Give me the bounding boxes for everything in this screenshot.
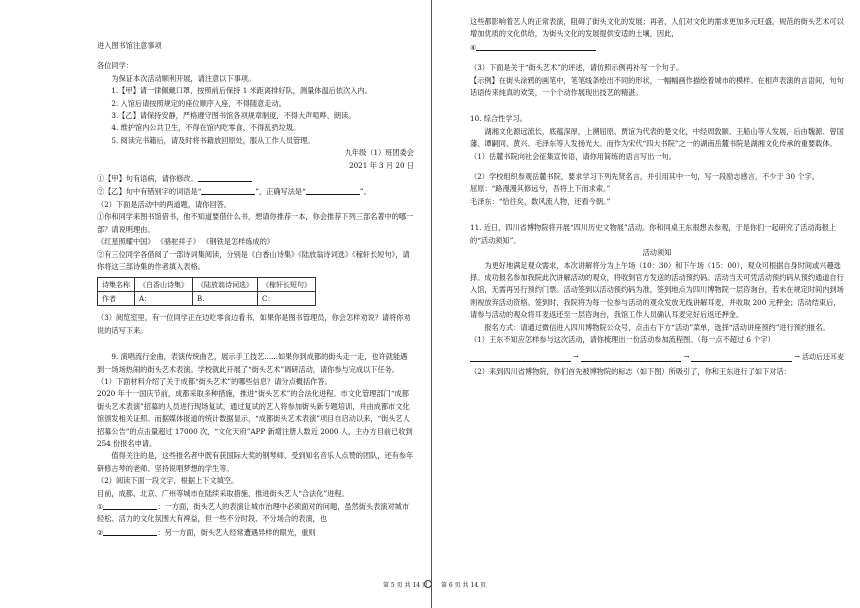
- question-11-2: （2）来到四川省博物院，你们首先被博物院的标志（如下图）所吸引了，你和王东进行了如下对话：: [470, 367, 791, 377]
- answer-blank[interactable]: [103, 500, 157, 510]
- flow-step-blank[interactable]: [691, 353, 792, 362]
- arrow-icon: →: [572, 353, 579, 362]
- flow-step-blank[interactable]: [581, 353, 682, 362]
- activity-notice: 为更好地满足观众需求，本次讲解将分为上午场（10：30）和下午场（15：00），观众可根据自身时间或兴趣选择。成功报名参加我院此次讲解活动的观众，将收到官方发送的活动预约码。活动当天可凭活动预约码从预约通道自行入馆，无需再另行预约门票。活动签到以活动预约码为准，签到地点为四川博物院一层咨询台，若未在规定时间内到场则视放弃活动资格。签到时，我院将为每一位参与活动的观众发放无线讲解耳麦，并收取 200 元押金；活动结束后，请参与活动的观众将耳麦返还至一层咨询台，我馆工作人员确认耳麦完好后返还押金。: [470, 260, 844, 320]
- answer-blank[interactable]: [198, 172, 252, 182]
- table-cell: 《陆放翁诗词选》: [193, 278, 258, 292]
- question-2b: ②有三位同学各借阅了一部诗词集阅读，分别是《白香山诗集》《陆放翁诗词选》《稼轩长短句》，请你将这三部诗集的作者填入表格。: [97, 249, 410, 271]
- table-cell: 《稼轩长短句》: [258, 278, 316, 292]
- question-10-2: （2）学校组织参观岳麓书院，要求学习下列先贤名言，并引用其中一句，写一段励志感言，不少于 30 个字。: [470, 172, 819, 182]
- blank-label-2: ②: [97, 527, 104, 537]
- rule-3: 3.【乙】请保持安静，严格遵守图书馆各项规章制度，不得大声喧哗、朗读。: [111, 111, 356, 121]
- signer: 九年级（1）班团委会: [344, 148, 414, 158]
- rule-1: 1.【甲】请一律佩戴口罩，按照前后保持 1 米距离排好队，测量体温后依次入内。: [111, 86, 372, 96]
- question-1a: [97, 172, 414, 185]
- flow-step-blank[interactable]: [470, 353, 571, 362]
- question-11-intro: 11. 近日，四川省博物院将开展“四川历史文物展”活动。你和同桌王东很想去参观，于是你们一起研究了活动海报上的“活动须知”。: [470, 223, 837, 245]
- quote-1: 屈原：“路漫漫其修远兮，吾将上下而求索。”: [470, 184, 611, 194]
- signup-method: 报名方式：请通过微信进入四川博物院公众号，点击右下方“活动”菜单，选择“活动讲座预约”进行预约报名。: [484, 322, 830, 332]
- question-9-2-text-3b: ：另一方面，街头艺人经常遭遇异样的眼光，重则: [157, 527, 316, 537]
- question-10-title: 10. 综合性学习。: [470, 114, 527, 124]
- book-list: 《红星照耀中国》 《骆驼祥子》 《钢铁是怎样炼成的》: [97, 237, 275, 247]
- rule-5: 5. 阅读完书籍后，请及时将书籍放回原处，服从工作人员管理。: [111, 135, 315, 145]
- date: 2021 年 3 月 20 日: [349, 160, 414, 170]
- right-page: [430, 0, 860, 608]
- question-9-1: （1）下面材料介绍了关于成都“街头艺术”的哪些信息？请分点概括作答。: [97, 376, 332, 386]
- answer-blank[interactable]: [306, 185, 360, 195]
- question-9-3-example: 【示例】在街头涂鸦的画笔中，笔笔线条绘出不同的形状，一幅幅画作描绘着城市的模样。在相声表演的言语间，句句话语传来纯真的欢笑，一个个动作展现出技艺的精湛。: [470, 75, 844, 98]
- left-page-number: 第 5 页 共 14 页: [383, 582, 428, 589]
- right-page-number: 第 6 页 共 14 页: [441, 582, 486, 589]
- table-cell[interactable]: C：: [258, 292, 316, 306]
- question-10-text: 湖湘文化源远流长，底蕴深厚，上溯屈原、贾谊为代表的楚文化，中经周敦颐、王船山等人发展，后由魏源、曾国藩、谭嗣同、黄兴、毛泽东等人发扬光大。而作为宋代“四大书院”之一的湖南岳麓书院是湖湘文化传承的重要载体。: [470, 126, 844, 149]
- table-row: [98, 292, 316, 306]
- arrow-icon: →: [794, 353, 801, 362]
- question-1b: [97, 185, 414, 198]
- greeting: 各位同学：: [97, 61, 133, 71]
- table-cell: 诗集名称: [98, 278, 135, 292]
- question-9-2: （2）阅读下面一段文字，根据上下文填空。: [97, 476, 239, 486]
- question-10-1: （1）岳麓书院向社会征集宣传语，请你用简练的语言写出一句。: [470, 151, 676, 161]
- poetry-table: [97, 277, 316, 306]
- notice-title: 进入图书馆注意事项: [97, 41, 162, 50]
- question-9-material-2: 值得关注的是，这些报名者中既有获国际大奖的钢琴师、受到知名音乐人点赞的团队，还有参年研修古琴的老师、坚持说唱梦想的学生等。: [97, 451, 414, 473]
- answer-blank[interactable]: [476, 41, 596, 51]
- question-9-material: 2020 年十一国庆节前，成都采取多种措施，推进“街头艺术”的合法化进程。市文化管理部门“成都街头艺术表演”招募的人员进行现场复试，通过复试的艺人将参加街头新专题培训，并由成都市文化馆颁发相关证照。而据媒体报道的统计数据显示，“成都街头艺术表演”项目自启动以来，“街头艺人招募公告”的点击量超过 17000 次，“文化天府”APP 新增注册人数近 2000 人，主办方目前已收到 254 份报名申请。: [97, 389, 413, 448]
- blank-label-4: ④: [470, 42, 477, 52]
- notice-intro: 为保证本次活动顺利开展，请注意以下事项。: [111, 73, 256, 83]
- circle-icon: [424, 580, 432, 588]
- question-9-2-text-1: 目前，成都、北京、广州等城市在陆续采取措施，推进街头艺人“合法化”进程。: [97, 488, 349, 498]
- rule-4: 4. 维护馆内公共卫生，不得在馆内吃零食，不得乱扔垃圾。: [111, 123, 301, 133]
- flow-step-end: 活动后还耳麦: [802, 353, 845, 362]
- table-cell: 《白香山诗集》: [135, 278, 193, 292]
- table-cell[interactable]: A：: [135, 292, 193, 306]
- question-1a-text: ①【甲】句有语病，请你修改。: [97, 174, 198, 184]
- table-cell[interactable]: B.: [193, 292, 258, 306]
- question-9-2-text-2b: ：一方面，街头艺人的表演让城市治理中必须面对的问题，虽然街头表演对城市轻松、活力的文化氛围大有裨益，但一些不分时段、不分场合的表演，也: [97, 502, 410, 524]
- question-9-intro: 9. 演唱流行金曲，表演传统曲艺，展示手工技艺......如果你到成都的街头走一走，也许就能遇到一场场热闹的街头艺术表演。学校就此开展了“街头艺术”调研活动，请你参与完成以下任务。: [97, 352, 408, 374]
- answer-blank[interactable]: [103, 526, 157, 536]
- question-1b-mid: ”，正确写法是“: [255, 187, 306, 197]
- question-1b-end: ”。: [359, 187, 371, 197]
- arrow-icon: →: [683, 353, 690, 362]
- table-cell: 作者: [98, 292, 135, 306]
- question-11-1: （1）王东不知应怎样参与这次活动，请你梳理出一份活动参加流程图。（每一点不超过 6 个字）: [470, 334, 775, 344]
- quote-2: 毛泽东：“恰往矣，数风流人物，还看今朝。”: [470, 196, 611, 206]
- blank-label-1: ①: [97, 502, 104, 511]
- question-9-2-text-3: [97, 526, 414, 539]
- question-2-title: （2）下面是活动中的两道题，请你回答。: [97, 199, 231, 209]
- question-2a: ①你和同学来图书馆借书，他不知道要借什么书，想请你推荐一本，你会推荐下列三部名著中的哪一部？请说明理由。: [97, 212, 414, 234]
- answer-blank[interactable]: [201, 185, 255, 195]
- continuation-blank-line: [470, 41, 844, 54]
- question-9-3: （3）下面是关于“街头艺术”的评述，请仿照示例再补写一个句子。: [470, 63, 684, 73]
- flowchart: [470, 352, 844, 362]
- table-row: [98, 278, 316, 292]
- continuation-text: 这些都影响着艺人的正常表演，阻碍了街头文化的发展；再者，人们对文化的需求更加多元旺盛，规范的街头艺术可以增加优质的文化供给，为街头文化的发展提供安适的土壤，因此，: [470, 17, 844, 39]
- notice-heading: 活动须知: [642, 248, 672, 258]
- question-3: （3）阅览室里，有一位同学正在边吃零食边看书，如果你是图书管理员，你会怎样劝说？请将你劝说的话写下来。: [97, 313, 411, 335]
- rule-2: 2. 入馆后请按照规定的座位顺序入座，不得随意走动。: [111, 98, 286, 108]
- question-1b-text: ②【乙】句中有错别字的词语是“: [97, 187, 202, 197]
- question-9-2-text-2: [97, 500, 414, 526]
